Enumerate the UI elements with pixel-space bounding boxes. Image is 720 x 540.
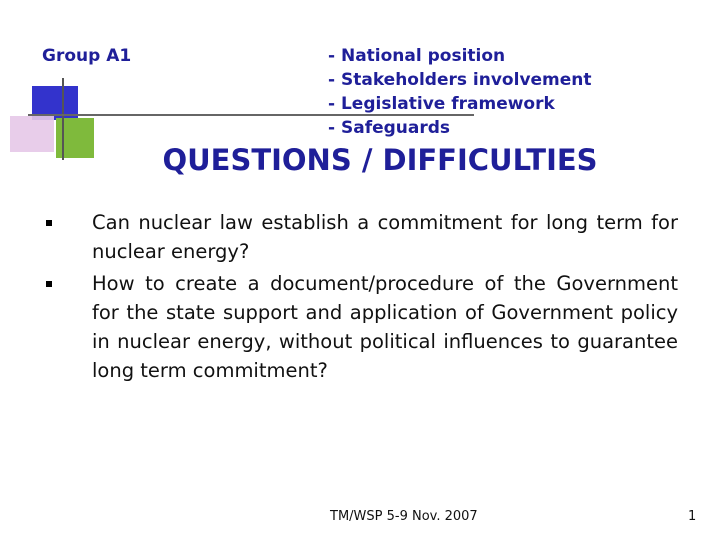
- bullet-list: [44, 208, 678, 388]
- topic-item: - National position: [328, 46, 506, 66]
- bullet-item: [44, 269, 678, 385]
- slide-title: QUESTIONS / DIFFICULTIES: [162, 143, 598, 177]
- bullet-item: [44, 208, 678, 266]
- footer-text: TM/WSP 5-9 Nov. 2007: [330, 509, 478, 524]
- topic-list: [328, 44, 592, 140]
- page-number: 1: [688, 509, 697, 524]
- square-bullet-icon: [46, 281, 52, 287]
- topic-item: - Legislative framework: [328, 94, 555, 114]
- bullet-text: Can nuclear law establish a commitment for long term for nuclear energy?: [92, 211, 678, 263]
- topic-item: - Safeguards: [328, 118, 451, 138]
- square-bullet-icon: [46, 220, 52, 226]
- topic-item: - Stakeholders involvement: [328, 70, 592, 90]
- bullet-text: How to create a document/procedure of the Government for the state support and application of Government policy in nuclear energy, without political influences to guarantee long term commitment?: [92, 272, 678, 382]
- group-label: Group A1: [42, 46, 132, 66]
